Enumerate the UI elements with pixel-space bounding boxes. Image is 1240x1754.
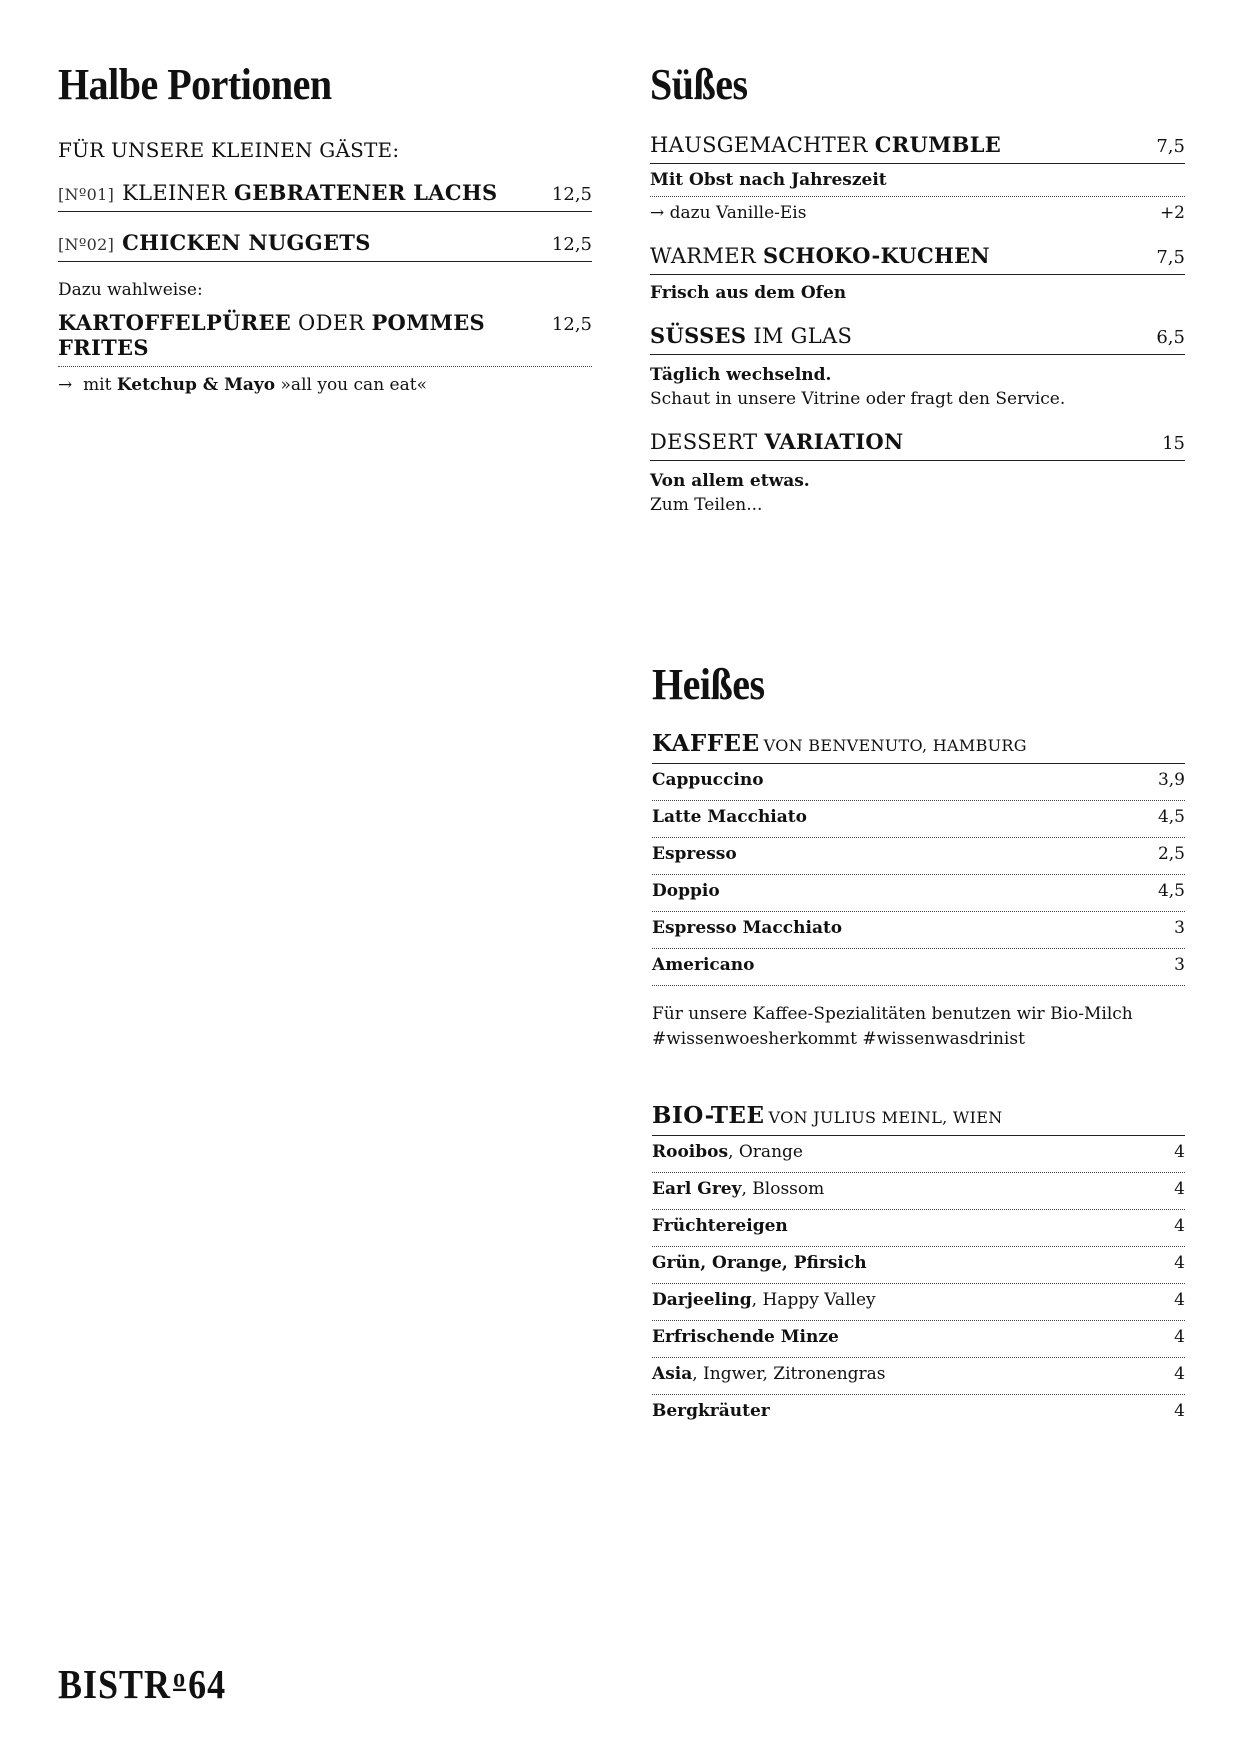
coffee-list <box>652 764 1185 986</box>
item-price: 7,5 <box>1156 247 1185 268</box>
section-title: Heißes <box>652 659 765 709</box>
menu-item: WARMER SCHOKO-KUCHEN 7,5 <box>650 243 1185 275</box>
list-item: Asia, Ingwer, Zitronengras 4 <box>652 1358 1185 1395</box>
item-number: [Nº02] <box>58 235 115 254</box>
section-title: Halbe Portionen <box>58 59 332 109</box>
item-price: 15 <box>1162 433 1185 454</box>
section-halbe-portionen <box>58 56 592 395</box>
menu-item: HAUSGEMACHTER CRUMBLE 7,5 <box>650 132 1185 164</box>
list-item: Americano 3 <box>652 949 1185 986</box>
item-price: 6,5 <box>1156 327 1185 348</box>
list-item: Espresso 2,5 <box>652 838 1185 875</box>
section-title: Süßes <box>650 59 748 109</box>
menu-item <box>58 230 592 262</box>
side-option-1: KARTOFFELPÜREE <box>58 310 292 335</box>
item-name-light: KLEINER <box>122 181 228 205</box>
item-name-bold: GEBRATENER LACHS <box>234 180 498 205</box>
list-item: Doppio 4,5 <box>652 875 1185 912</box>
item-number: [Nº01] <box>58 185 115 204</box>
bistro-logo: BISTR$^o$64 <box>58 1661 227 1708</box>
side-option-2: POMMES FRITES <box>58 310 485 360</box>
coffee-title: KAFFEE <box>652 730 760 757</box>
coffee-header <box>652 730 1185 764</box>
menu-item: SÜSSES IM GLAS 6,5 <box>650 323 1185 355</box>
coffee-note: Für unsere Kaffee-Spezialitäten benutzen wir Bio-Milch #wissenwoesherkommt #wissenwasdrinist <box>652 1004 1133 1049</box>
item-name-bold: CHICKEN NUGGETS <box>122 230 371 255</box>
side-price: 12,5 <box>551 314 592 335</box>
tea-header <box>652 1102 1185 1136</box>
item-price: 7,5 <box>1156 136 1185 157</box>
item-description: Von allem etwas. Zum Teilen... <box>650 471 810 515</box>
list-item: Espresso Macchiato 3 <box>652 912 1185 949</box>
item-price: 12,5 <box>551 234 592 255</box>
list-item: Latte Macchiato 4,5 <box>652 801 1185 838</box>
intro-text: FÜR UNSERE KLEINEN GÄSTE: <box>58 138 400 162</box>
item-description: Täglich wechselnd. Schaut in unsere Vitrine oder fragt den Service. <box>650 365 1066 409</box>
tea-list <box>652 1136 1185 1432</box>
coffee-source: VON BENVENUTO, HAMBURG <box>763 736 1027 755</box>
side-or: ODER <box>298 311 365 335</box>
item-description: Frisch aus dem Ofen <box>650 283 847 303</box>
list-item: Erfrischende Minze 4 <box>652 1321 1185 1358</box>
item-price: 12,5 <box>551 184 592 205</box>
section-heisses <box>652 656 1185 1432</box>
side-options <box>58 310 592 367</box>
tea-title: BIO-TEE <box>652 1102 765 1129</box>
list-item: Grün, Orange, Pfirsich 4 <box>652 1247 1185 1284</box>
arrow-icon: → <box>58 375 73 395</box>
side-note: → mit Ketchup & Mayo »all you can eat« <box>58 375 427 395</box>
item-description: Mit Obst nach Jahreszeit <box>650 164 1185 197</box>
list-item: Earl Grey, Blossom 4 <box>652 1173 1185 1210</box>
list-item: Rooibos, Orange 4 <box>652 1136 1185 1173</box>
list-item: Cappuccino 3,9 <box>652 764 1185 801</box>
tea-source: VON JULIUS MEINL, WIEN <box>768 1108 1003 1127</box>
section-suesses <box>650 56 1185 517</box>
list-item: Bergkräuter 4 <box>652 1401 1185 1421</box>
menu-item: DESSERT VARIATION 15 <box>650 429 1185 461</box>
menu-item <box>58 180 592 212</box>
list-item: Darjeeling, Happy Valley 4 <box>652 1284 1185 1321</box>
item-extra: → dazu Vanille-Eis +2 <box>650 203 1185 223</box>
list-item: Früchtereigen 4 <box>652 1210 1185 1247</box>
side-label: Dazu wahlweise: <box>58 280 203 300</box>
